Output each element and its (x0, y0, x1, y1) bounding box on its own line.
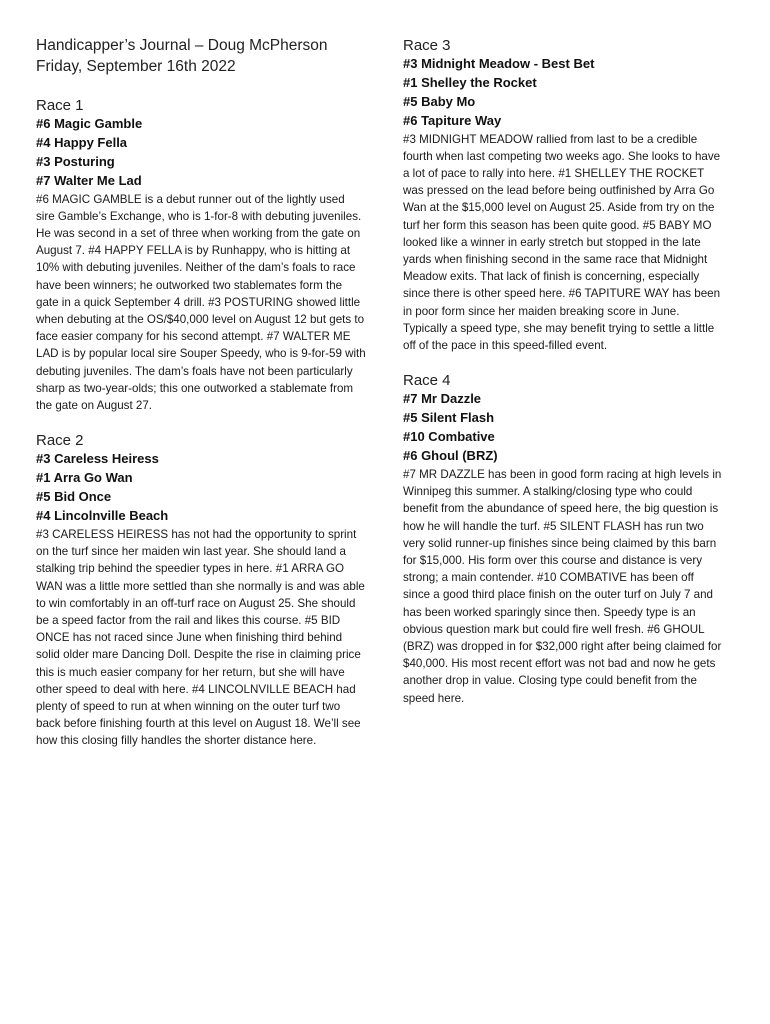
pick-2: #1 Arra Go Wan (36, 470, 133, 486)
race-analysis: #6 MAGIC GAMBLE is a debut runner out of the lightly used sire Gamble’s Exchange, who is 1-for-8 with debuting juveniles. He was second in a set of three when working from the gate on August 7. #4 HAPPY FELLA is by Runhappy, who is hitting at 10% with debuting juveniles. Neither of the dam’s foals to race have been winners; he outworked two stablemates form the gate in a quick September 4 drill. #3 POSTURING showed little when debuting at the OS/$40,000 level on August 12 but gets to face easier company for his second attempt. #7 WALTER ME LAD is by popular local sire Souper Speedy, who is 9-for-59 with debuting juveniles. The dam’s foals have not been particularly sharp as two-year-olds; this one outworked a stablemate from the gate on August 27. (36, 192, 366, 413)
journal-date: Friday, September 16th 2022 (36, 57, 236, 75)
pick-1: #6 Magic Gamble (36, 116, 143, 131)
race-heading: Race 3 (403, 37, 451, 54)
pick-3: #5 Bid Once (36, 489, 112, 505)
pick-3: #3 Posturing (36, 153, 115, 169)
pick-3: #10 Combative (403, 429, 495, 445)
race-analysis: #3 CARELESS HEIRESS has not had the opportunity to sprint on the turf since her maiden win last year. She should land a stalking trip behind the speedier types in here. #1 ARRA GO WAN was a little more settled than she normally is and was able to win comfortably in an off-turf race on August 25. She should be a speed factor from the rail and likes this course. #5 BID ONCE has not raced since June when finishing third behind solid older mare Dancing Doll. Despite the rise in claiming price this is much easier company for her return, but she will have other speed to deal with here. #4 LINCOLNVILLE BEACH had plenty of speed to run at when winning on the outer turf two back before finishing fourth at this level on August 18. We’ll see how this closing filly handles the shorter distance here. (36, 527, 365, 748)
pick-1: #3 Midnight Meadow - Best Bet (403, 56, 595, 71)
journal-title: Handicapper’s Journal – Doug McPherson (36, 37, 328, 54)
race-4-section (403, 371, 723, 706)
pick-1: #7 Mr Dazzle (403, 391, 482, 407)
pick-4: #6 Tapiture Way (403, 112, 502, 128)
left-column (36, 36, 366, 750)
race-heading: Race 1 (36, 97, 84, 114)
pick-4: #7 Walter Me Lad (36, 172, 142, 188)
race-2-section (36, 431, 366, 749)
race-analysis: #3 MIDNIGHT MEADOW rallied from last to be a credible fourth when last competing two weeks ago. She looks to have a lot of pace to rally into here. #1 SHELLEY THE ROCKET was pressed on the lead before being outfinished by Arra Go Wan at the $15,000 level on August 25. Aside from try on the turf her form this season has been quite good. #5 BABY MO looked like a winner in early stretch but stopped in the late yards when finishing second in the same race that Midnight Meadow exits. That lack of finish is concerning, especially since there is other speed here. #6 TAPITURE WAY has been in poor form since her maiden breaking score in June. Typically a speed type, she may benefit trying to settle a little off of the pace in this speed-filled event. (403, 132, 721, 353)
pick-4: #6 Ghoul (BRZ) (403, 447, 498, 463)
race-heading: Race 2 (36, 432, 84, 450)
right-column (403, 36, 723, 707)
race-3-section (403, 36, 723, 354)
pick-2: #4 Happy Fella (36, 134, 128, 150)
pick-1: #3 Careless Heiress (36, 451, 159, 467)
race-analysis: #7 MR DAZZLE has been in good form racing at high levels in Winnipeg this summer. A stalking/closing type who could benefit from the abundance of speed here, the big question is how he will handle the turf. #5 SILENT FLASH has run two very solid runner-up finishes since being claimed by this barn for $15,000. His form over this course and distance is very strong; a main contender. #10 COMBATIVE has been off since a good third place finish on the outer turf on July 7 and has been worked sparingly since then. Speedy type is an obvious question mark but could fire well fresh. #6 GHOUL (BRZ) was dropped in for $32,000 right after being claimed for $40,000. His most recent effort was not bad and now he gets another drop in value. Closing type could benefit from the speed here. (403, 467, 722, 705)
race-1-section (36, 96, 366, 414)
pick-3: #5 Baby Mo (403, 93, 476, 109)
pick-2: #1 Shelley the Rocket (403, 74, 537, 90)
pick-2: #5 Silent Flash (403, 410, 495, 426)
race-heading: Race 4 (403, 372, 451, 390)
pick-4: #4 Lincolnville Beach (36, 507, 169, 523)
